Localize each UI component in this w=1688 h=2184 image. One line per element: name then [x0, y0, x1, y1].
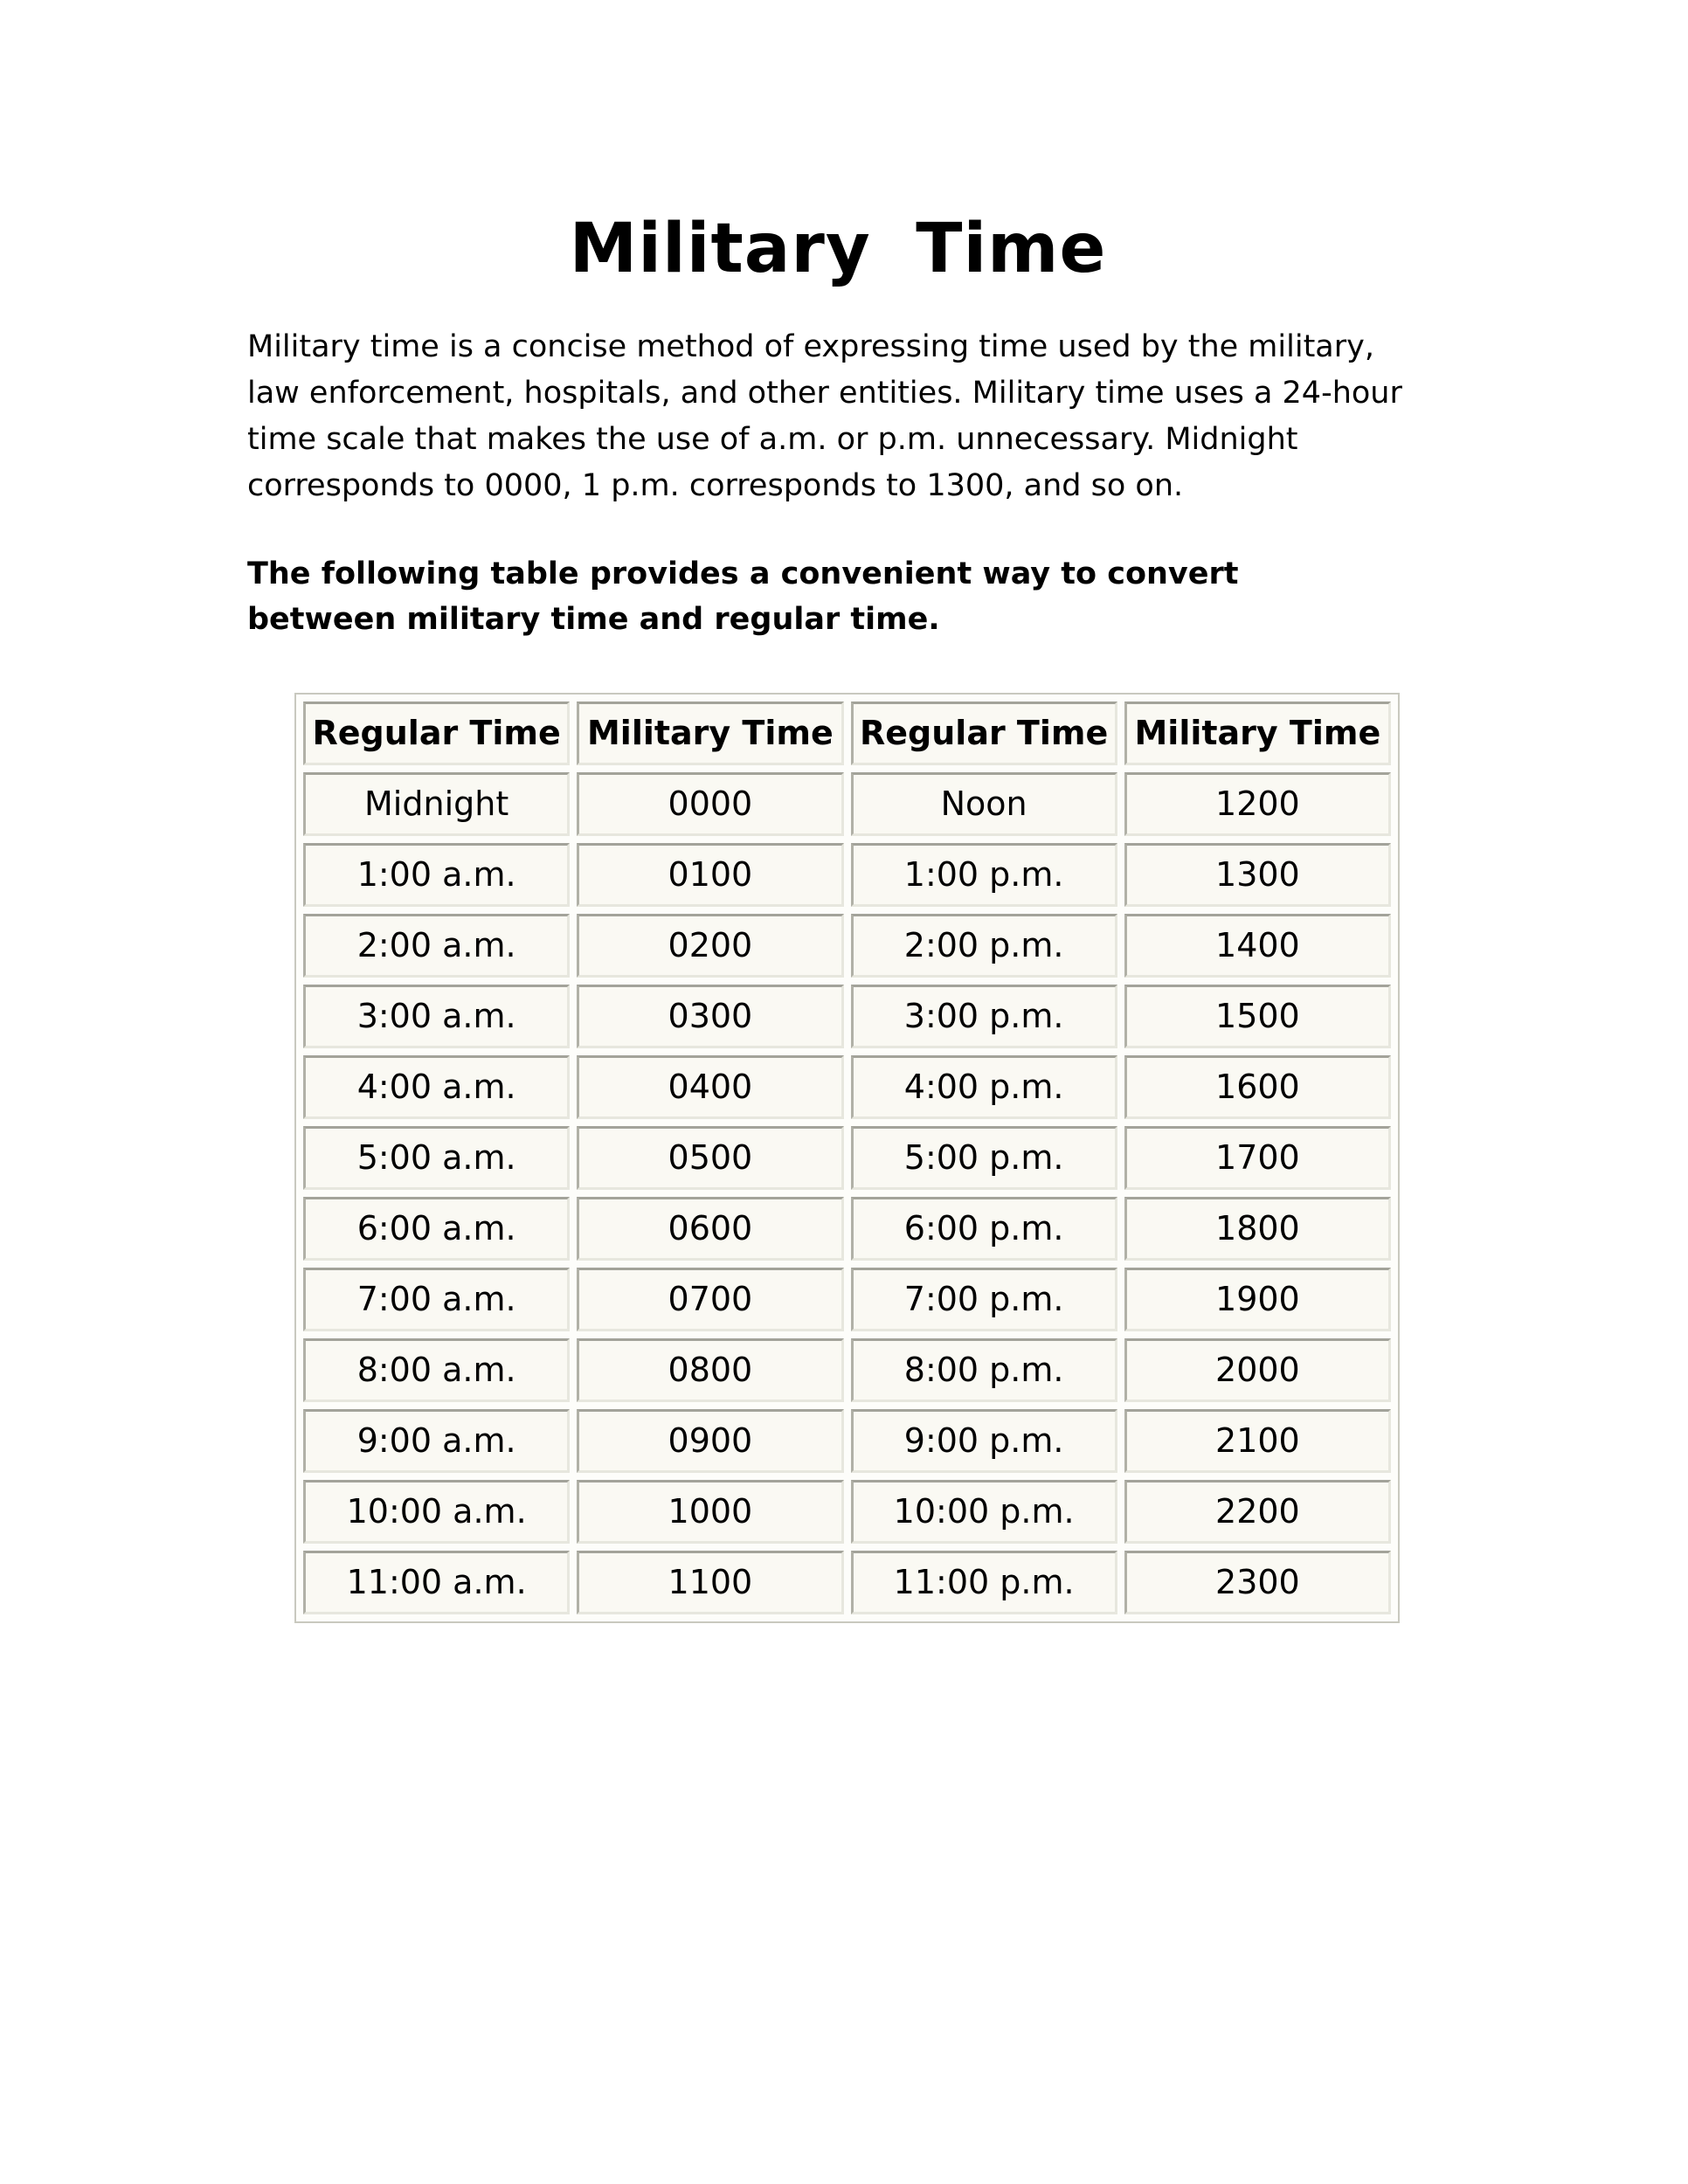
table-cell: 0400 [577, 1055, 843, 1119]
table-cell: 1200 [1124, 772, 1391, 836]
table-cell: 2300 [1124, 1551, 1391, 1614]
table-cell: 1:00 a.m. [303, 843, 570, 907]
table-cell: Midnight [303, 772, 570, 836]
table-intro-paragraph: The following table provides a convenient way to convert between military time and regular time. [247, 556, 1239, 637]
header-cell-regular-time-2: Regular Time [851, 702, 1117, 765]
table-cell: 0100 [577, 843, 843, 907]
table-cell: 9:00 a.m. [303, 1409, 570, 1473]
document-content [247, 0, 1429, 1623]
table-cell: 1100 [577, 1551, 843, 1614]
table-cell: 4:00 p.m. [851, 1055, 1117, 1119]
table-cell: 0200 [577, 914, 843, 978]
table-cell: 1700 [1124, 1126, 1391, 1190]
table-cell: 0900 [577, 1409, 843, 1473]
table-cell: 1300 [1124, 843, 1391, 907]
table-row [303, 843, 1391, 907]
table-cell: 7:00 p.m. [851, 1268, 1117, 1331]
table-cell: 0700 [577, 1268, 843, 1331]
table-row [303, 1268, 1391, 1331]
table-cell: 2200 [1124, 1480, 1391, 1544]
table-cell: 9:00 p.m. [851, 1409, 1117, 1473]
table-cell: 1400 [1124, 914, 1391, 978]
table-cell: 11:00 a.m. [303, 1551, 570, 1614]
page-title: Military Time [569, 210, 1107, 288]
table-cell: 1600 [1124, 1055, 1391, 1119]
table-cell: 4:00 a.m. [303, 1055, 570, 1119]
table-row [303, 772, 1391, 836]
table-cell: 2000 [1124, 1338, 1391, 1402]
table-cell: 11:00 p.m. [851, 1551, 1117, 1614]
table-cell: 1000 [577, 1480, 843, 1544]
header-cell-regular-time-1: Regular Time [303, 702, 570, 765]
table-row [303, 914, 1391, 978]
table-row [303, 1197, 1391, 1261]
table-row [303, 1338, 1391, 1402]
table-cell: 7:00 a.m. [303, 1268, 570, 1331]
table-cell: 1900 [1124, 1268, 1391, 1331]
table-cell: Noon [851, 772, 1117, 836]
table-cell: 1:00 p.m. [851, 843, 1117, 907]
table-row [303, 1126, 1391, 1190]
table-cell: 3:00 p.m. [851, 985, 1117, 1048]
table-cell: 1800 [1124, 1197, 1391, 1261]
table-cell: 1500 [1124, 985, 1391, 1048]
table-cell: 0600 [577, 1197, 843, 1261]
table-cell: 5:00 p.m. [851, 1126, 1117, 1190]
table-cell: 8:00 a.m. [303, 1338, 570, 1402]
table-cell: 2100 [1124, 1409, 1391, 1473]
table-cell: 10:00 a.m. [303, 1480, 570, 1544]
table-cell: 0800 [577, 1338, 843, 1402]
conversion-table [294, 693, 1400, 1623]
table-cell: 0000 [577, 772, 843, 836]
table-cell: 5:00 a.m. [303, 1126, 570, 1190]
table-cell: 6:00 p.m. [851, 1197, 1117, 1261]
table-cell: 6:00 a.m. [303, 1197, 570, 1261]
table-cell: 0300 [577, 985, 843, 1048]
table-row [303, 1409, 1391, 1473]
table-cell: 8:00 p.m. [851, 1338, 1117, 1402]
table-header-row [303, 702, 1391, 765]
table-cell: 0500 [577, 1126, 843, 1190]
header-cell-military-time-1: Military Time [577, 702, 843, 765]
table-cell: 2:00 p.m. [851, 914, 1117, 978]
table-row [303, 1480, 1391, 1544]
table-row [303, 1551, 1391, 1614]
table-cell: 3:00 a.m. [303, 985, 570, 1048]
table-row [303, 985, 1391, 1048]
header-cell-military-time-2: Military Time [1124, 702, 1391, 765]
table-row [303, 1055, 1391, 1119]
table-cell: 2:00 a.m. [303, 914, 570, 978]
intro-paragraph: Military time is a concise method of expressing time used by the military, law enforcement, hospitals, and other entities. Military time uses a 24-hour time scale that makes the use of a.m. or p.m. unnecessary. Midnight corresponds to 0000, 1 p.m. corresponds to 1300, and so on. [247, 328, 1402, 503]
table-cell: 10:00 p.m. [851, 1480, 1117, 1544]
